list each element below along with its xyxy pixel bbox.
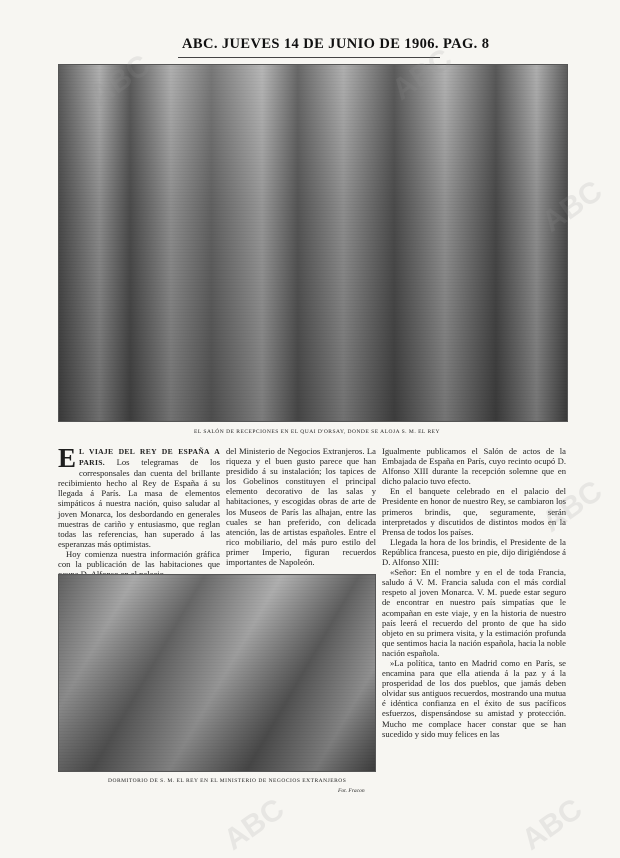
article-paragraph: En el banquete celebrado en el palacio del Presidente en honor de nuestro Rey, se cambiaron los primeros brindis, que, seguramente, serán interpretados y discutidos de distintos modos en la Prensa de todos los países. <box>382 486 566 537</box>
watermark: ABC <box>536 174 609 239</box>
page-header: ABC. JUEVES 14 DE JUNIO DE 1906. PAG. 8 <box>182 36 490 52</box>
photo-caption-royal-bedroom: DORMITORIO DE S. M. EL REY EN EL MINISTERIO DE NEGOCIOS EXTRANJEROS <box>108 778 347 784</box>
article-paragraph: «Señor: En el nombre y en el de toda Francia, saludo á V. M. Francia saluda con el más cordial respeto al joven Monarca. V. M. puede estar seguro de encontrar en nuestro país simpatías que le acompañan en este viaje, y en la historia de nuestro país leerá el recuerdo del pronto de que ha sido objeto en su primera visita, y la estimación profunda que sentimos hacia la nación española, hacia la noble nación española. <box>382 567 566 658</box>
article-dropcap: E <box>58 443 77 473</box>
article-column-3 <box>382 446 566 798</box>
watermark: ABC <box>218 792 291 857</box>
article-paragraph: Llegada la hora de los brindis, el Presidente de la República francesa, puesto en pie, dijo dirigiéndose á D. Alfonso XIII: <box>382 536 566 568</box>
article-paragraph: Igualmente publicamos el Salón de actos de la Embajada de España en París, cuyo recinto ocupó D. Alfonso XIII durante la recepción solemne que en dicho palacio tuvo efecto. <box>382 446 566 487</box>
header-rule <box>178 57 440 58</box>
photo-reception-hall <box>58 64 568 422</box>
watermark: ABC <box>536 474 609 539</box>
photo-caption-reception-hall: EL SALÓN DE RECEPCIONES EN EL QUAI D'ORSAY, DONDE SE ALOJA S. M. EL REY <box>194 429 440 435</box>
article-paragraph: del Ministerio de Negocios Extranjeros. La riqueza y el buen gusto parece que han presidido á su instalación; los tapices de los Gobelinos constituyen el principal elemento decorativo de las salas y habitaciones, y escogidas obras de arte de los Museos de París las alhajan, entre las cuales se han preferido, con delicada atención, las de artistas españoles. Entre el rico mobiliario, del más puro estilo del primer Imperio, figuran recuerdos importantes de Napoleón. <box>226 446 376 568</box>
watermark: ABC <box>516 792 589 857</box>
article-paragraph: Los telegramas de los corresponsales dan cuenta del brillante recibimiento hecho al Rey de España á su llegada á París. La masa de elementos simpáticos á nuestra nación, quiso saludar al joven Monarca, los desbordando en generales muestras de cariño y entusiasmo, que reglan todas las referencias, han superado á las esperanzas más optimistas. <box>58 457 220 549</box>
article-lead-paragraph <box>58 443 220 549</box>
article-paragraph: »La política, tanto en Madrid como en París, se encamina para que ella atienda á la paz y á la prosperidad de los dos pueblos, que jamás deben olvidar sus antiguos recuerdos, mostrando una mutua é idéntica confianza en el éxito de sus pacíficos esfuerzos, dispensándose su amistad y protección. Mucho me complace hacer constar que se han sucedido y sido muy felices en las <box>382 657 566 739</box>
article-column-1 <box>58 443 220 572</box>
photo-royal-bedroom <box>58 574 376 772</box>
article-kicker: L VIAJE DEL REY DE ESPAÑA A PARIS. <box>79 447 220 468</box>
article-paragraph: Hoy comienza nuestra información gráfica con la publicación de las habitaciones que <box>58 548 220 570</box>
article-column-2 <box>226 446 376 570</box>
photo-credit: Fot. Fracon <box>338 788 365 794</box>
